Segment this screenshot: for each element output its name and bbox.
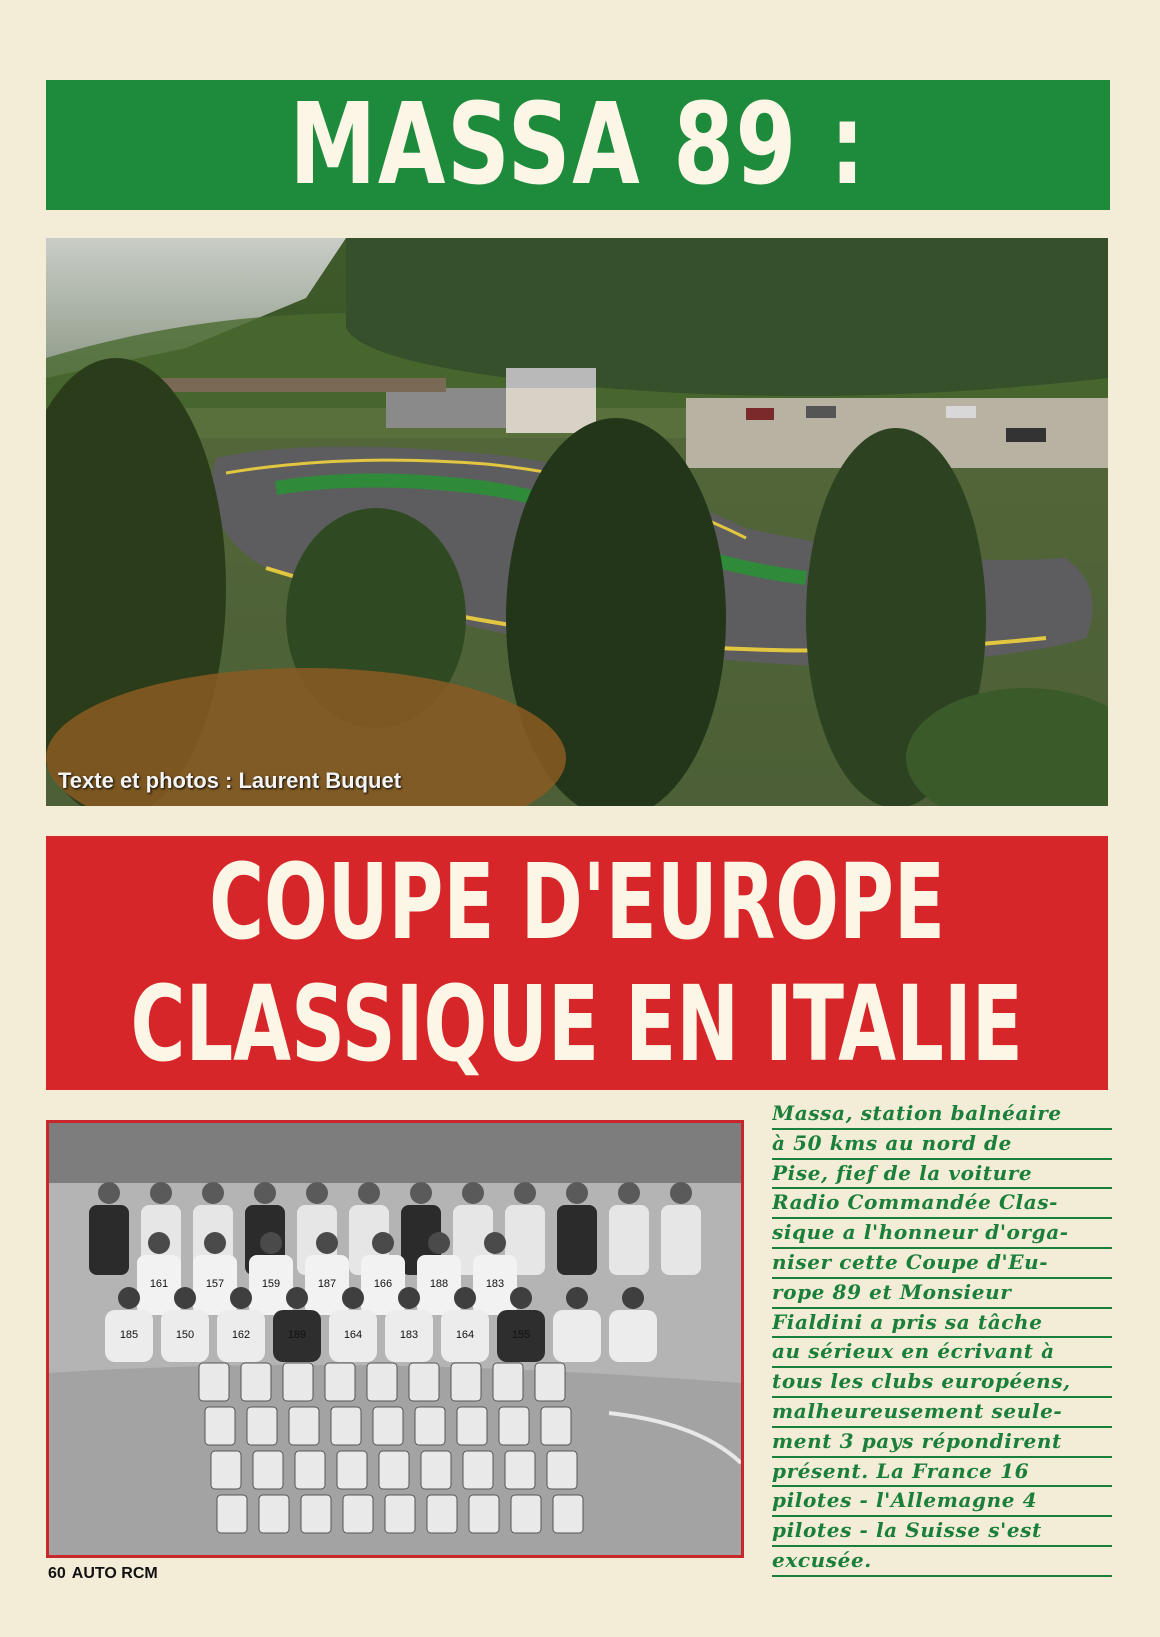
intro-line: au sérieux en écrivant à: [772, 1338, 1112, 1368]
intro-line: malheureusement seule-: [772, 1398, 1112, 1428]
model-car: [283, 1363, 313, 1401]
model-car: [499, 1407, 529, 1445]
photo-credit: Texte et photos : Laurent Buquet: [58, 768, 402, 793]
model-car: [301, 1495, 331, 1533]
model-car: [463, 1451, 493, 1489]
model-car: [541, 1407, 571, 1445]
magazine-name: AUTO RCM: [71, 1565, 158, 1582]
model-car: [421, 1451, 451, 1489]
page-title: MASSA 89 :: [289, 80, 867, 210]
intro-line: ment 3 pays répondirent: [772, 1428, 1112, 1458]
model-car: [295, 1451, 325, 1489]
model-car: [205, 1407, 235, 1445]
model-car: [331, 1407, 361, 1445]
bib-number: 164: [455, 1329, 475, 1341]
model-car: [259, 1495, 289, 1533]
model-car: [211, 1451, 241, 1489]
intro-line: à 50 kms au nord de: [772, 1130, 1112, 1160]
page-folio: [48, 1565, 158, 1583]
bib-number: 155: [511, 1329, 531, 1341]
model-car: [373, 1407, 403, 1445]
model-car: [505, 1451, 535, 1489]
model-car: [385, 1495, 415, 1533]
model-car: [493, 1363, 523, 1401]
bib-number: 157: [205, 1278, 225, 1290]
intro-line: niser cette Coupe d'Eu-: [772, 1249, 1112, 1279]
team-illustration: [49, 1123, 741, 1555]
model-car: [325, 1363, 355, 1401]
intro-line: rope 89 et Monsieur: [772, 1279, 1112, 1309]
bib-number: 185: [119, 1329, 139, 1341]
page-number: 60: [48, 1565, 66, 1582]
model-car: [547, 1451, 577, 1489]
model-car: [217, 1495, 247, 1533]
model-car: [451, 1363, 481, 1401]
bib-number: 162: [231, 1329, 251, 1341]
headline-banner: [46, 836, 1108, 1090]
model-car: [343, 1495, 373, 1533]
headline-line-1: COUPE D'EUROPE: [209, 841, 945, 963]
intro-line: Fialdini a pris sa tâche: [772, 1309, 1112, 1339]
model-car: [427, 1495, 457, 1533]
intro-line: présent. La France 16: [772, 1458, 1112, 1488]
intro-line: excusée.: [772, 1547, 1112, 1577]
model-car: [253, 1451, 283, 1489]
intro-line: tous les clubs européens,: [772, 1368, 1112, 1398]
bib-number: 183: [399, 1329, 419, 1341]
model-car: [379, 1451, 409, 1489]
bib-number: 189: [287, 1329, 307, 1341]
model-car: [553, 1495, 583, 1533]
bib-number: 187: [317, 1278, 337, 1290]
intro-line: pilotes - l'Allemagne 4: [772, 1487, 1112, 1517]
team-photo: [46, 1120, 744, 1558]
model-car: [511, 1495, 541, 1533]
model-car: [247, 1407, 277, 1445]
bib-number: 183: [485, 1278, 505, 1290]
model-car: [289, 1407, 319, 1445]
bib-number: 166: [373, 1278, 393, 1290]
headline-line-2: CLASSIQUE EN ITALIE: [130, 963, 1024, 1085]
bib-number: 159: [261, 1278, 281, 1290]
bib-number: 161: [149, 1278, 169, 1290]
model-car: [469, 1495, 499, 1533]
model-car: [415, 1407, 445, 1445]
model-car: [337, 1451, 367, 1489]
model-car: [409, 1363, 439, 1401]
bib-number: 188: [429, 1278, 449, 1290]
model-car: [199, 1363, 229, 1401]
intro-line: pilotes - la Suisse s'est: [772, 1517, 1112, 1547]
intro-line: Massa, station balnéaire: [772, 1100, 1112, 1130]
intro-line: Pise, fief de la voiture: [772, 1160, 1112, 1190]
track-illustration: [46, 238, 1108, 806]
bib-number: 150: [175, 1329, 195, 1341]
model-car: [535, 1363, 565, 1401]
model-car: [457, 1407, 487, 1445]
intro-line: Radio Commandée Clas-: [772, 1189, 1112, 1219]
track-photo: [46, 238, 1108, 806]
bib-number: 164: [343, 1329, 363, 1341]
title-banner: [46, 80, 1110, 210]
model-car: [241, 1363, 271, 1401]
intro-line: sique a l'honneur d'orga-: [772, 1219, 1112, 1249]
intro-text: [772, 1100, 1112, 1577]
model-car: [367, 1363, 397, 1401]
